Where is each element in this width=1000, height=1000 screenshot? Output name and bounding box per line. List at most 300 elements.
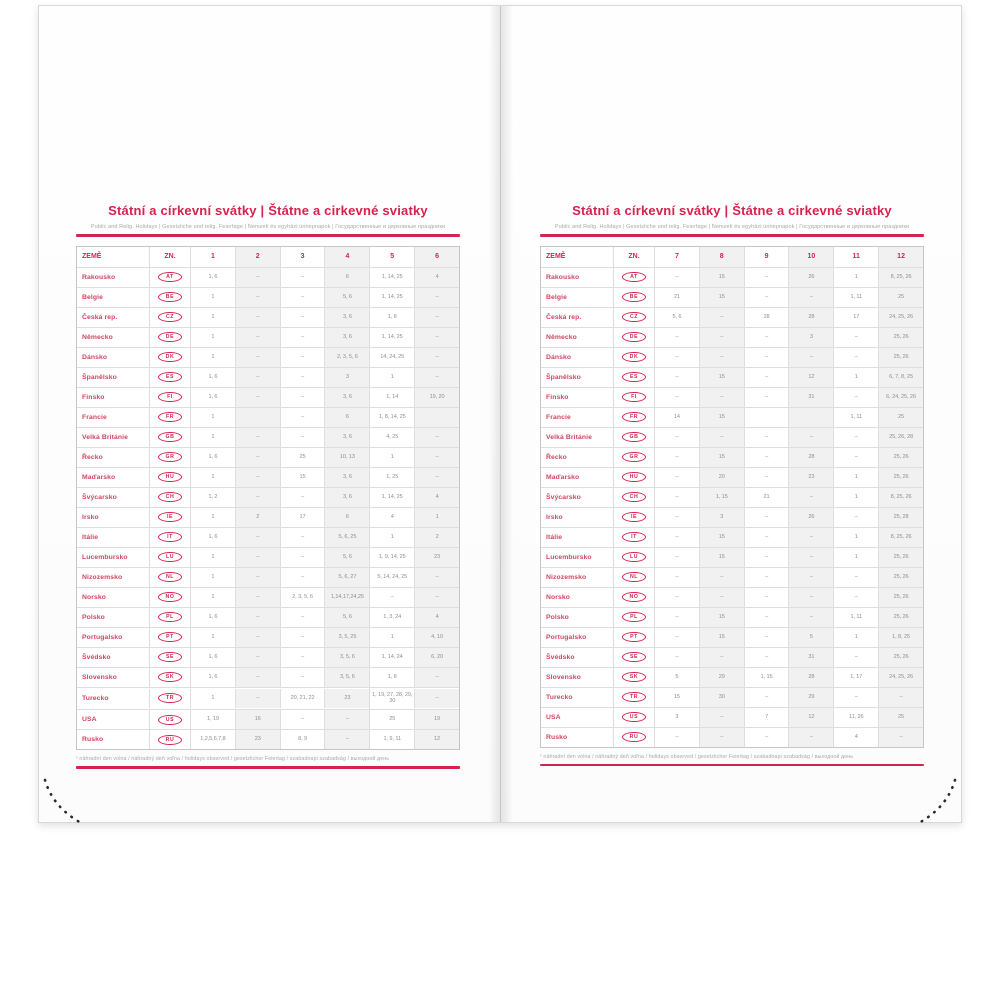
country-code-cell — [149, 528, 190, 547]
holiday-days-cell: 25 — [878, 408, 923, 427]
table-row — [541, 527, 923, 547]
holiday-days-cell: – — [788, 608, 833, 627]
holiday-days-cell: – — [280, 288, 325, 307]
holiday-days-cell: 1 — [190, 689, 235, 708]
holiday-days-cell: 1, 11 — [833, 408, 878, 427]
country-code-cell — [613, 328, 654, 347]
holiday-days-cell: 28 — [788, 308, 833, 327]
country-name-cell — [77, 689, 149, 708]
holiday-days-cell: – — [788, 728, 833, 747]
table-row — [77, 567, 459, 587]
country-code-cell — [613, 568, 654, 587]
holiday-days-cell: 4 — [369, 508, 414, 527]
country-code-badge: NL — [622, 572, 646, 582]
country-code-badge: PT — [622, 632, 646, 642]
country-name-cell — [77, 710, 149, 729]
holiday-days-cell: – — [280, 388, 325, 407]
holiday-days-cell: – — [414, 308, 459, 327]
country-name-cell — [541, 688, 613, 707]
table-row — [541, 587, 923, 607]
country-code-badge: GR — [622, 452, 646, 462]
country-code-cell — [149, 328, 190, 347]
holiday-days-cell: 15 — [654, 688, 699, 707]
holiday-days-cell: – — [699, 568, 744, 587]
country-name: Finsko — [82, 393, 105, 401]
country-code-badge: NO — [158, 592, 182, 602]
country-name-cell — [77, 408, 149, 427]
table-row — [77, 347, 459, 367]
country-code-badge: FR — [622, 412, 646, 422]
table-row — [77, 487, 459, 507]
holiday-days-cell: – — [235, 448, 280, 467]
holiday-days-cell: – — [744, 368, 789, 387]
country-code-cell — [149, 268, 190, 287]
country-name: Španělsko — [82, 373, 117, 381]
country-name: Finsko — [546, 393, 569, 401]
country-code-cell — [613, 668, 654, 687]
country-code-cell — [613, 588, 654, 607]
holiday-days-cell: – — [654, 608, 699, 627]
holiday-days-cell: 3, 5, 6 — [324, 648, 369, 667]
holiday-days-cell: – — [414, 428, 459, 447]
holiday-days-cell: – — [788, 588, 833, 607]
country-code-cell — [149, 388, 190, 407]
page-title: Státní a církevní svátky | Štátne a cirkevné sviatky — [108, 203, 428, 218]
holiday-days-cell: 1, 17 — [833, 668, 878, 687]
page-subtitle: Public and Relig. Holidays | Gesetzliche und relig. Feiertage | Nemzeti és egyházi ünnepnapok | Государственные и церковные праздники — [90, 224, 446, 230]
country-name-cell — [541, 608, 613, 627]
table-row — [77, 407, 459, 427]
country-name: Turecko — [546, 693, 573, 701]
holiday-days-cell: – — [235, 568, 280, 587]
country-name-cell — [77, 588, 149, 607]
country-code-badge: SK — [622, 672, 646, 682]
holiday-days-cell: 1 — [833, 268, 878, 287]
holiday-days-cell: 28 — [788, 448, 833, 467]
holiday-days-cell: – — [744, 728, 789, 747]
holiday-days-cell: 3, 6 — [324, 388, 369, 407]
holiday-days-cell: 3, 6 — [324, 428, 369, 447]
country-name-cell — [77, 548, 149, 567]
holiday-days-cell: 21 — [744, 488, 789, 507]
holiday-days-cell: 28 — [788, 668, 833, 687]
holiday-days-cell — [744, 408, 789, 427]
holiday-days-cell: – — [654, 548, 699, 567]
country-code-cell — [149, 668, 190, 687]
holiday-days-cell: – — [833, 568, 878, 587]
table-row — [541, 347, 923, 367]
holiday-days-cell: – — [788, 348, 833, 367]
table-row — [541, 447, 923, 467]
holiday-days-cell: 5, 6 — [324, 548, 369, 567]
column-header-month: 3 — [280, 247, 325, 267]
country-code-cell — [613, 648, 654, 667]
holiday-days-cell: – — [744, 688, 789, 707]
holiday-days-cell: – — [744, 588, 789, 607]
holiday-days-cell: 6, 7, 8, 25 — [878, 368, 923, 387]
holiday-days-cell: – — [235, 608, 280, 627]
holiday-days-cell — [235, 408, 280, 427]
country-name: Polsko — [546, 613, 569, 621]
holiday-days-cell: – — [414, 468, 459, 487]
country-code-cell — [149, 548, 190, 567]
holiday-days-cell: – — [833, 348, 878, 367]
holiday-days-cell: 1 — [190, 508, 235, 527]
table-row — [541, 427, 923, 447]
holiday-days-cell: – — [280, 628, 325, 647]
holiday-days-cell: – — [235, 668, 280, 687]
holiday-days-cell: 1, 14, 25 — [369, 268, 414, 287]
country-name: Nizozemsko — [546, 573, 587, 581]
table-row — [77, 709, 459, 729]
country-name: Španělsko — [546, 373, 581, 381]
holiday-days-cell: 1, 6 — [190, 388, 235, 407]
country-name: Česká rep. — [82, 313, 118, 321]
holiday-days-cell: – — [235, 428, 280, 447]
holiday-days-cell: 15 — [699, 548, 744, 567]
holiday-days-cell: – — [699, 708, 744, 727]
country-name-cell — [77, 608, 149, 627]
holiday-days-cell: 3 — [788, 328, 833, 347]
holiday-days-cell: 1, 6 — [190, 448, 235, 467]
holiday-days-cell: – — [654, 528, 699, 547]
country-name: Lucembursko — [82, 553, 128, 561]
holiday-days-cell: 31 — [788, 388, 833, 407]
holiday-days-cell: 14 — [654, 408, 699, 427]
holiday-days-cell: – — [833, 508, 878, 527]
holiday-days-cell: – — [280, 308, 325, 327]
holiday-days-cell: – — [414, 288, 459, 307]
country-name: Švédsko — [82, 653, 111, 661]
holiday-days-cell: 12 — [414, 730, 459, 749]
country-code-badge: ES — [158, 372, 182, 382]
holiday-days-cell: – — [280, 668, 325, 687]
country-code-cell — [149, 628, 190, 647]
holiday-days-cell: 25, 26 — [878, 448, 923, 467]
holiday-days-cell: – — [654, 568, 699, 587]
country-code-badge: DK — [622, 352, 646, 362]
table-row — [77, 427, 459, 447]
country-code-badge: HU — [622, 472, 646, 482]
country-code-cell — [613, 288, 654, 307]
country-code-badge: CZ — [158, 312, 182, 322]
country-name-cell — [541, 448, 613, 467]
holiday-days-cell: 23 — [324, 689, 369, 708]
holiday-days-cell: 17 — [833, 308, 878, 327]
holiday-days-cell: 1, 8 — [369, 668, 414, 687]
country-code-badge: DK — [158, 352, 182, 362]
holiday-days-cell: 7 — [744, 708, 789, 727]
country-code-badge: US — [158, 715, 182, 725]
column-header-month: 12 — [878, 247, 923, 267]
holiday-days-cell: 1 — [833, 468, 878, 487]
holiday-days-cell: – — [788, 488, 833, 507]
country-code-badge: IT — [622, 532, 646, 542]
holiday-days-cell: 5, 6 — [654, 308, 699, 327]
holiday-days-cell: – — [414, 448, 459, 467]
country-name-cell — [77, 368, 149, 387]
holiday-days-cell: 2 — [235, 508, 280, 527]
country-code-cell — [149, 508, 190, 527]
holiday-days-cell: – — [744, 568, 789, 587]
holiday-days-cell: – — [654, 428, 699, 447]
holiday-days-cell: 1 — [369, 528, 414, 547]
holiday-days-cell: 3, 5, 6 — [324, 668, 369, 687]
holiday-days-cell: 15 — [699, 528, 744, 547]
country-name-cell — [541, 588, 613, 607]
holiday-days-cell: 6, 20 — [414, 648, 459, 667]
table-row — [541, 387, 923, 407]
holiday-days-cell: – — [699, 648, 744, 667]
table-row — [77, 667, 459, 687]
column-header-month: 4 — [324, 247, 369, 267]
holiday-days-cell: 1, 8, 25 — [878, 628, 923, 647]
holiday-days-cell: – — [699, 348, 744, 367]
table-row — [541, 307, 923, 327]
holiday-days-cell: – — [654, 628, 699, 647]
holiday-days-cell: – — [414, 668, 459, 687]
holiday-days-cell: 1, 9, 14, 25 — [369, 548, 414, 567]
holiday-days-cell: – — [744, 448, 789, 467]
country-code-cell — [613, 488, 654, 507]
country-name: Irsko — [546, 513, 563, 521]
holiday-days-cell: 1 — [833, 488, 878, 507]
holiday-days-cell: 1 — [190, 568, 235, 587]
country-name: Norsko — [546, 593, 571, 601]
diary-spread — [38, 5, 962, 823]
holiday-days-cell: 1, 6 — [190, 528, 235, 547]
country-code-badge: FI — [622, 392, 646, 402]
table-row — [77, 547, 459, 567]
holiday-days-cell: – — [280, 528, 325, 547]
holiday-days-cell: 1,14,17,24,25 — [324, 588, 369, 607]
holiday-days-cell — [414, 408, 459, 427]
country-name: Norsko — [82, 593, 107, 601]
table-row — [541, 547, 923, 567]
holiday-days-cell: 24, 25, 26 — [878, 668, 923, 687]
holiday-days-cell: 12 — [788, 368, 833, 387]
holiday-days-cell: – — [788, 568, 833, 587]
country-name-cell — [77, 388, 149, 407]
holiday-days-cell: 1, 25 — [369, 468, 414, 487]
country-name-cell — [541, 308, 613, 327]
holiday-days-cell: 5 — [654, 668, 699, 687]
table-header-row — [77, 247, 459, 267]
country-name-cell — [77, 648, 149, 667]
holiday-days-cell: 19, 20 — [414, 388, 459, 407]
country-name: Portugalsko — [546, 633, 587, 641]
holiday-days-cell: – — [654, 328, 699, 347]
country-name-cell — [77, 328, 149, 347]
country-code-cell — [149, 488, 190, 507]
country-name: Irsko — [82, 513, 99, 521]
country-code-badge: NO — [622, 592, 646, 602]
holiday-days-cell: – — [324, 730, 369, 749]
holiday-days-cell: – — [280, 608, 325, 627]
country-name-cell — [541, 488, 613, 507]
country-name: Švédsko — [546, 653, 575, 661]
table-row — [541, 607, 923, 627]
country-code-cell — [149, 288, 190, 307]
holiday-days-cell: – — [654, 348, 699, 367]
country-code-badge: FR — [158, 412, 182, 422]
holiday-days-cell: – — [280, 568, 325, 587]
holiday-days-cell: 25, 26 — [878, 548, 923, 567]
holiday-days-cell: 1 — [190, 348, 235, 367]
holiday-days-cell: 23 — [788, 468, 833, 487]
holiday-days-cell: – — [235, 308, 280, 327]
country-name: Belgie — [82, 293, 103, 301]
country-code-cell — [613, 388, 654, 407]
holiday-days-cell: – — [280, 268, 325, 287]
country-code-badge: RU — [158, 735, 182, 745]
holiday-days-cell: 1 — [190, 588, 235, 607]
country-code-badge: IT — [158, 532, 182, 542]
table-row — [77, 387, 459, 407]
holiday-days-cell: 8, 9 — [280, 730, 325, 749]
holiday-days-cell: – — [414, 568, 459, 587]
country-code-badge: SE — [158, 652, 182, 662]
table-row — [541, 667, 923, 687]
country-name-cell — [77, 508, 149, 527]
holiday-days-cell: 4, 10 — [414, 628, 459, 647]
holiday-days-cell: – — [744, 508, 789, 527]
holiday-days-cell: – — [833, 428, 878, 447]
country-name: Dánsko — [82, 353, 108, 361]
table-row — [541, 267, 923, 287]
holiday-days-cell: – — [235, 528, 280, 547]
country-code-badge: SE — [622, 652, 646, 662]
table-row — [541, 407, 923, 427]
country-code-cell — [613, 408, 654, 427]
column-header-month: 9 — [744, 247, 789, 267]
holiday-days-cell: 1 — [414, 508, 459, 527]
country-name: Polsko — [82, 613, 105, 621]
country-code-cell — [149, 468, 190, 487]
holiday-days-cell: 3, 6 — [324, 308, 369, 327]
holiday-days-cell: – — [833, 588, 878, 607]
holiday-days-cell: – — [414, 348, 459, 367]
holiday-days-cell: 1, 8, 14, 25 — [369, 408, 414, 427]
holiday-days-cell: 25, 28 — [878, 508, 923, 527]
country-code-badge: FI — [158, 392, 182, 402]
holiday-days-cell: – — [235, 588, 280, 607]
country-code-badge: PL — [622, 612, 646, 622]
country-name-cell — [541, 508, 613, 527]
country-code-badge: TR — [158, 693, 182, 703]
holiday-days-cell: 1, 6 — [190, 648, 235, 667]
country-name: Německo — [82, 333, 113, 341]
table-footnote: ¹ náhradní den volna / náhradný deň voľna / holidays observed / gesetzlicher Feiertag / szabadnapi szabadság / выходной день — [76, 756, 390, 763]
holiday-days-cell: 8, 25, 26 — [878, 528, 923, 547]
country-name-cell — [541, 468, 613, 487]
holiday-days-cell: – — [235, 488, 280, 507]
column-header-code: ZN. — [149, 247, 190, 267]
holiday-days-cell: – — [280, 648, 325, 667]
holiday-days-cell: 15 — [699, 448, 744, 467]
holiday-days-cell: 3 — [654, 708, 699, 727]
table-row — [77, 687, 459, 710]
holiday-days-cell: – — [878, 688, 923, 707]
country-code-badge: DE — [622, 332, 646, 342]
country-code-cell — [149, 710, 190, 729]
country-code-cell — [613, 348, 654, 367]
holiday-days-cell: – — [414, 689, 459, 708]
table-row — [541, 567, 923, 587]
country-name-cell — [77, 448, 149, 467]
holiday-days-cell: – — [280, 328, 325, 347]
holiday-days-cell: 25 — [369, 710, 414, 729]
table-row — [77, 287, 459, 307]
table-row — [77, 627, 459, 647]
holiday-days-cell: 5, 6 — [324, 288, 369, 307]
column-header-country: ZEMĚ — [546, 253, 566, 260]
country-code-cell — [149, 428, 190, 447]
holiday-days-cell: 1 — [190, 548, 235, 567]
country-name-cell — [541, 548, 613, 567]
holiday-days-cell: – — [654, 648, 699, 667]
country-name-cell — [541, 728, 613, 747]
holiday-days-cell: 1, 2 — [190, 488, 235, 507]
country-name: Lucembursko — [546, 553, 592, 561]
country-name-cell — [541, 528, 613, 547]
country-code-cell — [149, 448, 190, 467]
country-code-badge: AT — [158, 272, 182, 282]
country-code-badge: IE — [622, 512, 646, 522]
holiday-days-cell: 15 — [280, 468, 325, 487]
table-row — [77, 327, 459, 347]
country-name-cell — [77, 568, 149, 587]
country-name-cell — [541, 568, 613, 587]
holiday-days-cell: – — [878, 728, 923, 747]
holiday-days-cell: 12 — [788, 708, 833, 727]
country-name: Švýcarsko — [82, 493, 117, 501]
holiday-days-cell: 15 — [699, 628, 744, 647]
holidays-table — [540, 246, 924, 748]
country-code-badge: RU — [622, 732, 646, 742]
country-name-cell — [77, 488, 149, 507]
holiday-days-cell: 23 — [414, 548, 459, 567]
holiday-days-cell: 3, 6 — [324, 488, 369, 507]
column-header-country: ZEMĚ — [82, 253, 102, 260]
country-name-cell — [541, 368, 613, 387]
country-name-cell — [541, 288, 613, 307]
page-title: Státní a církevní svátky | Štátne a cirkevné sviatky — [572, 203, 892, 218]
holiday-days-cell: – — [744, 268, 789, 287]
holiday-days-cell: – — [744, 388, 789, 407]
holiday-days-cell: 1 — [190, 628, 235, 647]
country-name-cell — [541, 668, 613, 687]
page-left — [39, 6, 500, 822]
country-name: Velká Británie — [546, 433, 592, 441]
country-code-badge: CZ — [622, 312, 646, 322]
country-code-cell — [613, 628, 654, 647]
table-row — [77, 729, 459, 749]
country-code-badge: PL — [158, 612, 182, 622]
table-row — [77, 607, 459, 627]
country-code-badge: BE — [158, 292, 182, 302]
country-name: Velká Británie — [82, 433, 128, 441]
country-code-cell — [613, 688, 654, 707]
country-name-cell — [77, 528, 149, 547]
accent-rule-bottom — [76, 766, 460, 769]
holiday-days-cell: – — [654, 468, 699, 487]
holiday-days-cell: 1, 6 — [190, 668, 235, 687]
holiday-days-cell: 1, 14, 25 — [369, 328, 414, 347]
column-header-month: 1 — [190, 247, 235, 267]
country-name: Maďarsko — [82, 473, 116, 481]
country-name: Francie — [546, 413, 571, 421]
